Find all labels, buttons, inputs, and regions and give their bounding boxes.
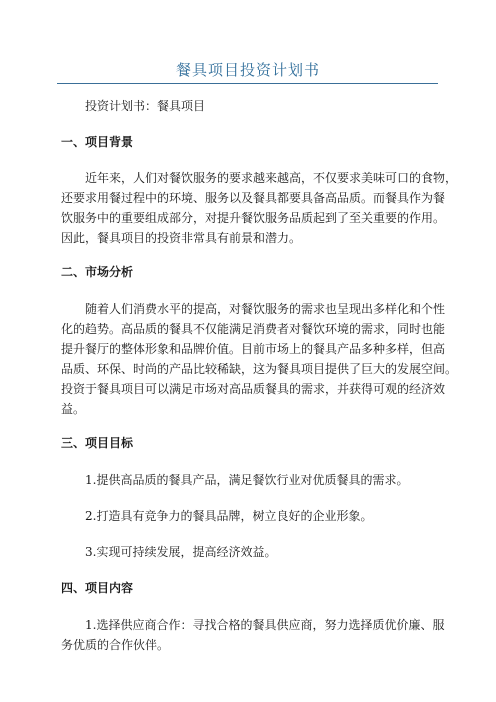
paragraph-line: 投资于餐具项目可以满足市场对高品质餐具的需求，并获得可观的经济效 xyxy=(61,382,446,396)
paragraph-line: 务优质的合作伙伴。 xyxy=(61,638,170,652)
section-heading-background: 一、项目背景 xyxy=(61,135,134,149)
list-item: 1.提供高品质的餐具产品，满足餐饮行业对优质餐具的需求。 xyxy=(85,473,409,487)
list-item: 2.打造具有竞争力的餐具品牌，树立良好的企业形象。 xyxy=(85,509,373,523)
paragraph-line: 益。 xyxy=(61,402,86,416)
paragraph-line: 还要求用餐过程中的环境、服务以及餐具都要具备高品质。而餐具作为餐 xyxy=(61,191,446,205)
paragraph-line: 因此，餐具项目的投资非常具有前景和潜力。 xyxy=(61,231,302,245)
document-title: 餐具项目投资计划书 xyxy=(175,61,320,79)
paragraph-line: 近年来，人们对餐饮服务的要求越来越高，不仅要求美味可口的食物， xyxy=(85,171,458,185)
section-heading-content: 四、项目内容 xyxy=(61,581,134,595)
document-body xyxy=(61,96,458,655)
paragraph-line: 品质、环保、时尚的产品比较稀缺，这为餐具项目提供了巨大的发展空间。 xyxy=(61,362,458,376)
intro-line: 投资计划书：餐具项目 xyxy=(85,99,206,113)
paragraph-line: 提升餐厅的整体形象和品牌价值。目前市场上的餐具产品多种多样，但高 xyxy=(61,342,446,356)
paragraph-line: 1.选择供应商合作：寻找合格的餐具供应商，努力选择质优价廉、服 xyxy=(85,618,445,632)
list-item: 3.实现可持续发展，提高经济效益。 xyxy=(85,545,277,559)
title-divider xyxy=(57,83,438,84)
section-heading-market: 二、市场分析 xyxy=(61,265,134,279)
paragraph-line: 随着人们消费水平的提高，对餐饮服务的需求也呈现出多样化和个性 xyxy=(85,302,446,316)
paragraph-line: 化的趋势。高品质的餐具不仅能满足消费者对餐饮环境的需求，同时也能 xyxy=(61,322,446,336)
section-heading-goals: 三、项目目标 xyxy=(61,436,134,450)
paragraph-line: 饮服务中的重要组成部分，对提升餐饮服务品质起到了至关重要的作用。 xyxy=(61,211,446,225)
